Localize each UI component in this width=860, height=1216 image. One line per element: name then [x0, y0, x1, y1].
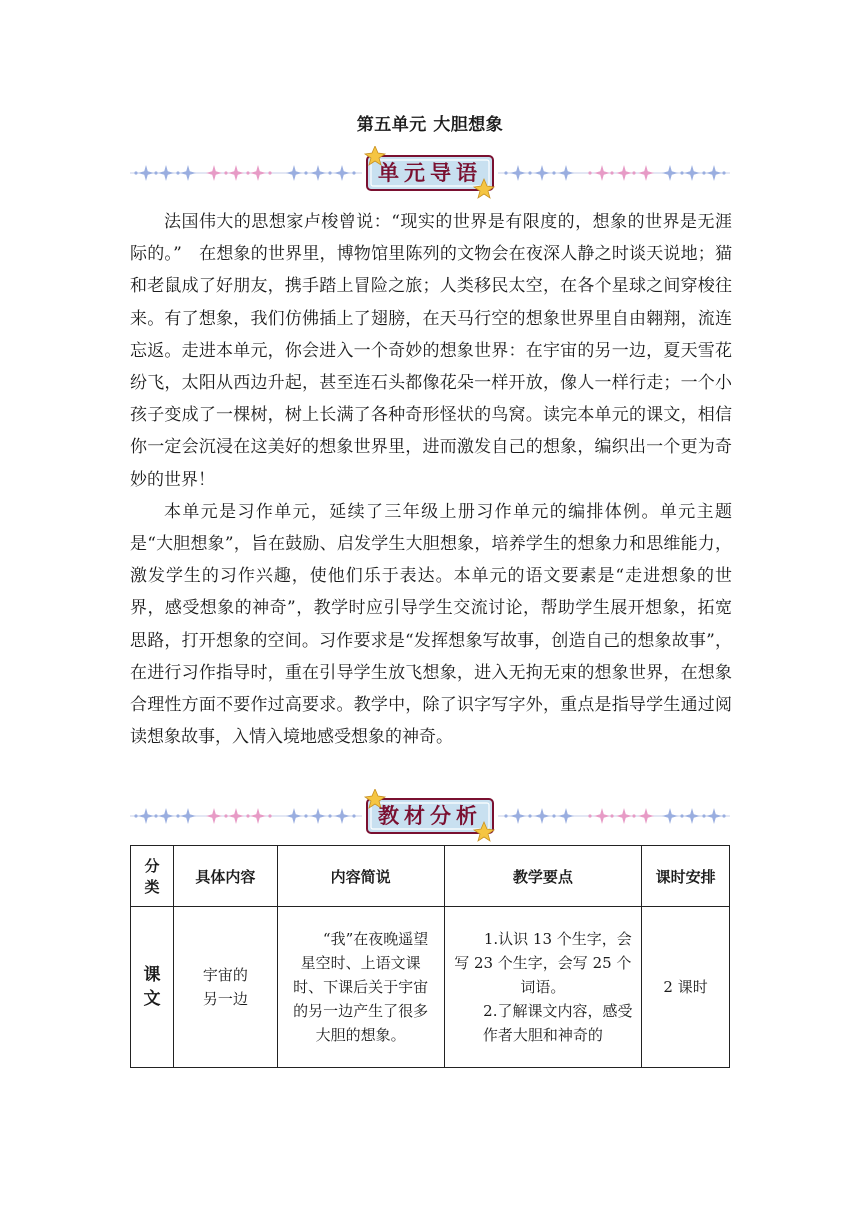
- analysis-table: [130, 845, 730, 1068]
- header-category: 分 类: [131, 846, 174, 907]
- page-title: 第五单元 大胆想象: [356, 115, 504, 135]
- paragraph: 法国伟大的思想家卢梭曾说：“现实的世界是有限度的，想象的世界是无涯际的。” 在想象的世界里，博物馆里陈列的文物会在夜深人静之时谈天说地；猫和老鼠成了好朋友，携手踏上冒险之旅；人类移民太空，在各个星球之间穿梭往来。有了想象，我们仿佛插上了翅膀，在天马行空的想象世界里自由翱翔，流连忘返。走进本单元，你会进入一个奇妙的想象世界：在宇宙的另一边，夏天雪花纷飞，太阳从西边升起，甚至连石头都像花朵一样开放，像人一样行走；一个小孩子变成了一棵树，树上长满了各种奇形怪状的鸟窝。读完本单元的课文，相信你一定会沉浸在这美好的想象世界里，进而激发自己的想象，编织出一个更为奇妙的世界！: [130, 212, 732, 490]
- sparkle-line-right-icon: [498, 808, 730, 824]
- sparkle-line-left-icon: [130, 808, 362, 824]
- row-category: 课 文: [131, 907, 174, 1068]
- row-hours: 2 课时: [642, 907, 730, 1068]
- section-banner-intro: [130, 146, 730, 200]
- header-content: 具体内容: [173, 846, 277, 907]
- header-summary: 内容简说: [277, 846, 444, 907]
- section-heading-analysis: 教材分析: [378, 803, 482, 828]
- row-points: 1.认识 13 个生字，会写 23 个生字，会写 25 个词语。 2.了解课文内容，感受作者大胆和神奇的: [444, 907, 642, 1068]
- paragraph: 本单元是习作单元，延续了三年级上册习作单元的编排体例。单元主题是“大胆想象”，旨在鼓励、启发学生大胆想象，培养学生的想象力和思维能力，激发学生的习作兴趣，使他们乐于表达。本单元的语文要素是“走进想象的世界，感受想象的神奇”，教学时应引导学生交流讨论，帮助学生展开想象，拓宽思路，打开想象的空间。习作要求是“发挥想象写故事，创造自己的想象故事”，在进行习作指导时，重在引导学生放飞想象，进入无拘无束的想象世界，在想象合理性方面不要作过高要求。教学中，除了识字写字外，重点是指导学生通过阅读想象故事，入情入境地感受想象的神奇。: [130, 501, 732, 748]
- section-heading-intro: 单元导语: [378, 160, 482, 185]
- row-summary: “我”在夜晚遥望星空时、上语文课时、下课后关于宇宙的另一边产生了很多大胆的想象。: [277, 907, 444, 1068]
- table-header-row: [131, 846, 730, 907]
- header-hours: 课时安排: [642, 846, 730, 907]
- row-content: 宇宙的 另一边: [173, 907, 277, 1068]
- sparkle-line-left-icon: [130, 165, 362, 181]
- header-points: 教学要点: [444, 846, 642, 907]
- sparkle-line-right-icon: [498, 165, 730, 181]
- intro-text: [130, 206, 732, 753]
- table-row: [131, 907, 730, 1068]
- section-banner-analysis: [130, 789, 730, 843]
